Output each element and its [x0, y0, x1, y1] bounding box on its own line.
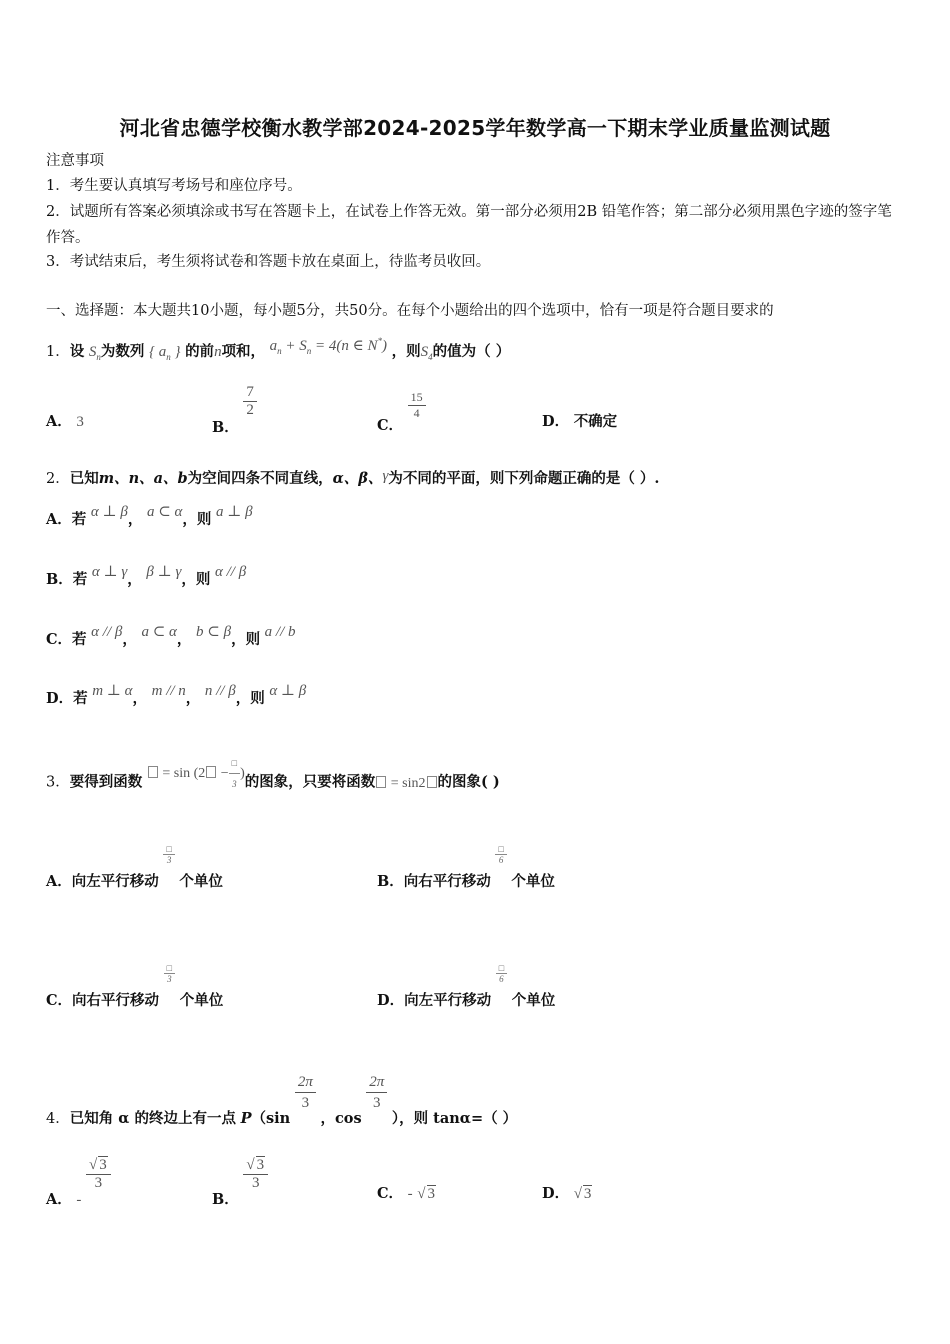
- q1-option-a[interactable]: A． 3: [46, 413, 84, 430]
- notice-item-2: 2．试题所有答案必须填涂或书写在答题卡上，在试卷上作答无效。第一部分必须用2B 铅笔作答；第二部分必须用黑色字迹的签字笔作答。: [46, 204, 892, 246]
- q1-number: 1．: [46, 344, 70, 360]
- question-3: 3．要得到函数 = sin (2 − $\frac{□}{3}$ )的图象，只要将函数 = sin2 的图象( ): [46, 763, 500, 804]
- q3-option-a[interactable]: A．向左平行移动 $\frac{□}{3}$ 个单位: [46, 843, 223, 890]
- q1-an: { $a_n$ }: [148, 344, 181, 362]
- q4-option-b[interactable]: B． $\frac{√ 3}{3}$: [212, 1156, 268, 1192]
- q4-option-d[interactable]: D． √ 3: [542, 1185, 592, 1202]
- q3-function-2: = sin2: [375, 776, 437, 791]
- q1-sn: $S_n$: [88, 344, 101, 362]
- q2-option-c[interactable]: C．若 α // β， a ⊂ α， b ⊂ β，则 a // b: [46, 624, 296, 648]
- notice-item-3: 3．考试结束后，考生须将试卷和答题卡放在桌面上，待监考员收回。: [46, 254, 491, 270]
- question-2: 2．已知m、n、a、b为空间四条不同直线，α、β、γ为不同的平面，则下列命题正确的是（ ）.: [46, 468, 660, 487]
- q4-option-a[interactable]: A． - $\frac{√ 3}{3}$: [46, 1156, 111, 1192]
- q2-option-a[interactable]: A．若 α ⊥ β， a ⊂ α，则 a ⊥ β: [46, 504, 253, 528]
- q2-option-d[interactable]: D．若 m ⊥ α， m // n， n // β，则 α ⊥ β: [46, 683, 307, 707]
- q1-option-d[interactable]: D． 不确定: [542, 413, 618, 430]
- notice-heading: 注意事项: [46, 153, 104, 169]
- q1-equation: $a_n + S_n = 4(n$ ∈ N*): [269, 336, 388, 356]
- notice-item-1: 1．考生要认真填写考场号和座位序号。: [46, 178, 302, 194]
- q1-option-b[interactable]: B． $\frac{7}{2}$: [212, 384, 257, 419]
- q2-option-b[interactable]: B．若 α ⊥ γ， β ⊥ γ，则 α // β: [46, 564, 247, 588]
- q3-function-1: = sin (2 − $\frac{□}{3}$ ): [147, 766, 245, 781]
- question-1: 1．设 $S_n$为数列 { $a_n$ } 的前n项和， $a_n + S_n = 4(n$ ∈ N*) ，则$S_4$的值为（ ）: [46, 336, 511, 362]
- q4-option-c[interactable]: C． - √ 3: [377, 1185, 435, 1202]
- page-title: 河北省忠德学校衡水教学部2024-2025学年数学高一下期末学业质量监测试题: [119, 116, 831, 140]
- q1-option-c[interactable]: C． $\frac{15}{4}$: [377, 390, 426, 421]
- q3-option-b[interactable]: B．向右平行移动 $\frac{□}{6}$ 个单位: [377, 843, 555, 890]
- q3-option-d[interactable]: D．向左平行移动 $\frac{□}{6}$ 个单位: [377, 962, 556, 1009]
- q3-option-c[interactable]: C．向右平行移动 $\frac{□}{3}$ 个单位: [46, 962, 224, 1009]
- q1-s4: $S_4$: [420, 344, 433, 362]
- question-4: 4．已知角 α 的终边上有一点 P（sin $\frac{2\pi}{3}$ ，cos $\frac{2\pi}{3}$ ），则 tanα=（ ）: [46, 1074, 518, 1127]
- section-header: 一、选择题：本大题共10小题，每小题5分，共50分。在每个小题给出的四个选项中，恰有一项是符合题目要求的: [46, 303, 774, 319]
